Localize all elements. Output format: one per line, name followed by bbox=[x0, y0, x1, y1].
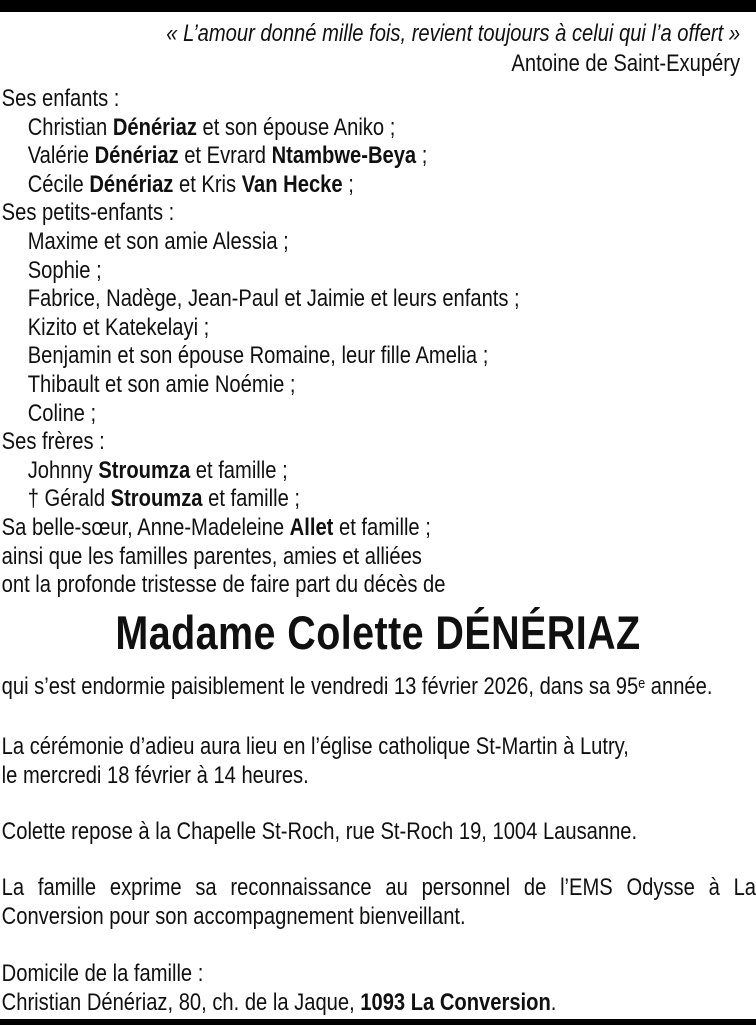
ceremony-paragraph bbox=[0, 732, 756, 790]
quote-block bbox=[0, 12, 756, 79]
family-line bbox=[2, 543, 756, 572]
text-segment: Valérie bbox=[27, 142, 95, 170]
text-segment: Ntambwe-Beya bbox=[271, 142, 417, 170]
family-line bbox=[2, 371, 756, 400]
text-segment: Cécile bbox=[27, 170, 90, 198]
text-segment: Dénériaz bbox=[94, 142, 179, 170]
top-border bbox=[0, 0, 756, 12]
deceased-name-title: Madame Colette DÉNÉRIAZ bbox=[115, 605, 641, 659]
text-segment: Sa belle-sœur, Anne-Madeleine bbox=[1, 513, 290, 541]
announcement-content bbox=[0, 12, 756, 1017]
text-segment: année. bbox=[645, 672, 713, 700]
text-segment: Coline ; bbox=[27, 399, 97, 427]
repose-paragraph bbox=[0, 817, 756, 846]
text-segment: Allet bbox=[289, 513, 334, 541]
text-segment: Maxime et son amie Alessia ; bbox=[27, 227, 289, 255]
text-segment: Christian bbox=[27, 113, 113, 141]
quote-text: « L’amour donné mille fois, revient toujours à celui qui l’a offert » bbox=[166, 20, 741, 47]
text-segment: ont la profonde tristesse de faire part du décès de bbox=[1, 571, 446, 599]
text-segment: Stroumza bbox=[110, 485, 203, 513]
family-line bbox=[2, 114, 756, 143]
text-segment: Sophie ; bbox=[27, 256, 102, 284]
text-segment: ainsi que les familles parentes, amies et alliées bbox=[1, 542, 422, 570]
family-line bbox=[2, 228, 756, 257]
family-line bbox=[2, 314, 756, 343]
bottom-border bbox=[0, 1019, 756, 1025]
text-segment: Ses petits-enfants : bbox=[1, 199, 175, 227]
family-line bbox=[2, 514, 756, 543]
thanks-line-2: Conversion pour son accompagnement bienveillant. bbox=[1, 902, 466, 930]
text-segment: 1093 La Conversion bbox=[360, 988, 551, 1016]
family-list bbox=[0, 85, 756, 600]
text-segment: et son épouse Aniko ; bbox=[196, 113, 396, 141]
thanks-paragraph bbox=[0, 873, 756, 931]
text-segment: Benjamin et son épouse Romaine, leur fille Amelia ; bbox=[27, 342, 489, 370]
family-line bbox=[2, 171, 756, 200]
text-segment: Fabrice, Nadège, Jean-Paul et Jaimie et leurs enfants ; bbox=[27, 285, 520, 313]
text-segment: Dénériaz bbox=[89, 170, 174, 198]
text-segment: qui s’est endormie paisiblement le vendredi 13 février 2026, dans sa 95 bbox=[1, 672, 639, 700]
ceremony-line-2: le mercredi 18 février à 14 heures. bbox=[1, 761, 309, 789]
domicile-label: Domicile de la famille : bbox=[1, 959, 204, 987]
text-segment: Dénériaz bbox=[112, 113, 197, 141]
thanks-line-1: La famille exprime sa reconnaissance au personnel de l’EMS Odysse à La bbox=[1, 873, 756, 901]
text-segment: et Kris bbox=[173, 170, 242, 198]
text-segment: et famille ; bbox=[202, 485, 300, 513]
family-line bbox=[2, 485, 756, 514]
text-segment: et famille ; bbox=[190, 456, 288, 484]
ceremony-line-1: La cérémonie d’adieu aura lieu en l’église catholique St-Martin à Lutry, bbox=[1, 732, 629, 760]
text-segment: Van Hecke bbox=[241, 170, 343, 198]
family-line bbox=[2, 257, 756, 286]
family-line bbox=[2, 342, 756, 371]
text-segment: et Evrard bbox=[178, 142, 272, 170]
text-segment: Stroumza bbox=[98, 456, 191, 484]
text-segment: Thibault et son amie Noémie ; bbox=[27, 370, 296, 398]
text-segment: ; bbox=[416, 142, 428, 170]
family-line bbox=[2, 400, 756, 429]
text-segment: Johnny bbox=[27, 456, 99, 484]
text-segment: . bbox=[550, 988, 557, 1016]
repose-line: Colette repose à la Chapelle St-Roch, rue St-Roch 19, 1004 Lausanne. bbox=[1, 817, 638, 845]
text-segment: Kizito et Katekelayi ; bbox=[27, 313, 210, 341]
text-segment: ; bbox=[342, 170, 354, 198]
text-segment: Ses frères : bbox=[1, 428, 105, 456]
family-line bbox=[2, 142, 756, 171]
family-line bbox=[2, 428, 756, 457]
text-segment: et famille ; bbox=[333, 513, 431, 541]
domicile-address bbox=[2, 988, 756, 1017]
text-segment: Christian Dénériaz, 80, ch. de la Jaque, bbox=[1, 988, 361, 1016]
family-line bbox=[2, 85, 756, 114]
text-segment: † Gérald bbox=[27, 485, 111, 513]
family-line bbox=[2, 199, 756, 228]
death-line bbox=[0, 672, 756, 705]
text-segment: Ses enfants : bbox=[1, 85, 120, 112]
domicile-paragraph bbox=[0, 959, 756, 1017]
family-line bbox=[2, 285, 756, 314]
family-line bbox=[2, 457, 756, 486]
quote-attribution: Antoine de Saint-Exupéry bbox=[511, 50, 741, 77]
text-segment: e bbox=[638, 676, 646, 693]
family-line bbox=[2, 571, 756, 600]
